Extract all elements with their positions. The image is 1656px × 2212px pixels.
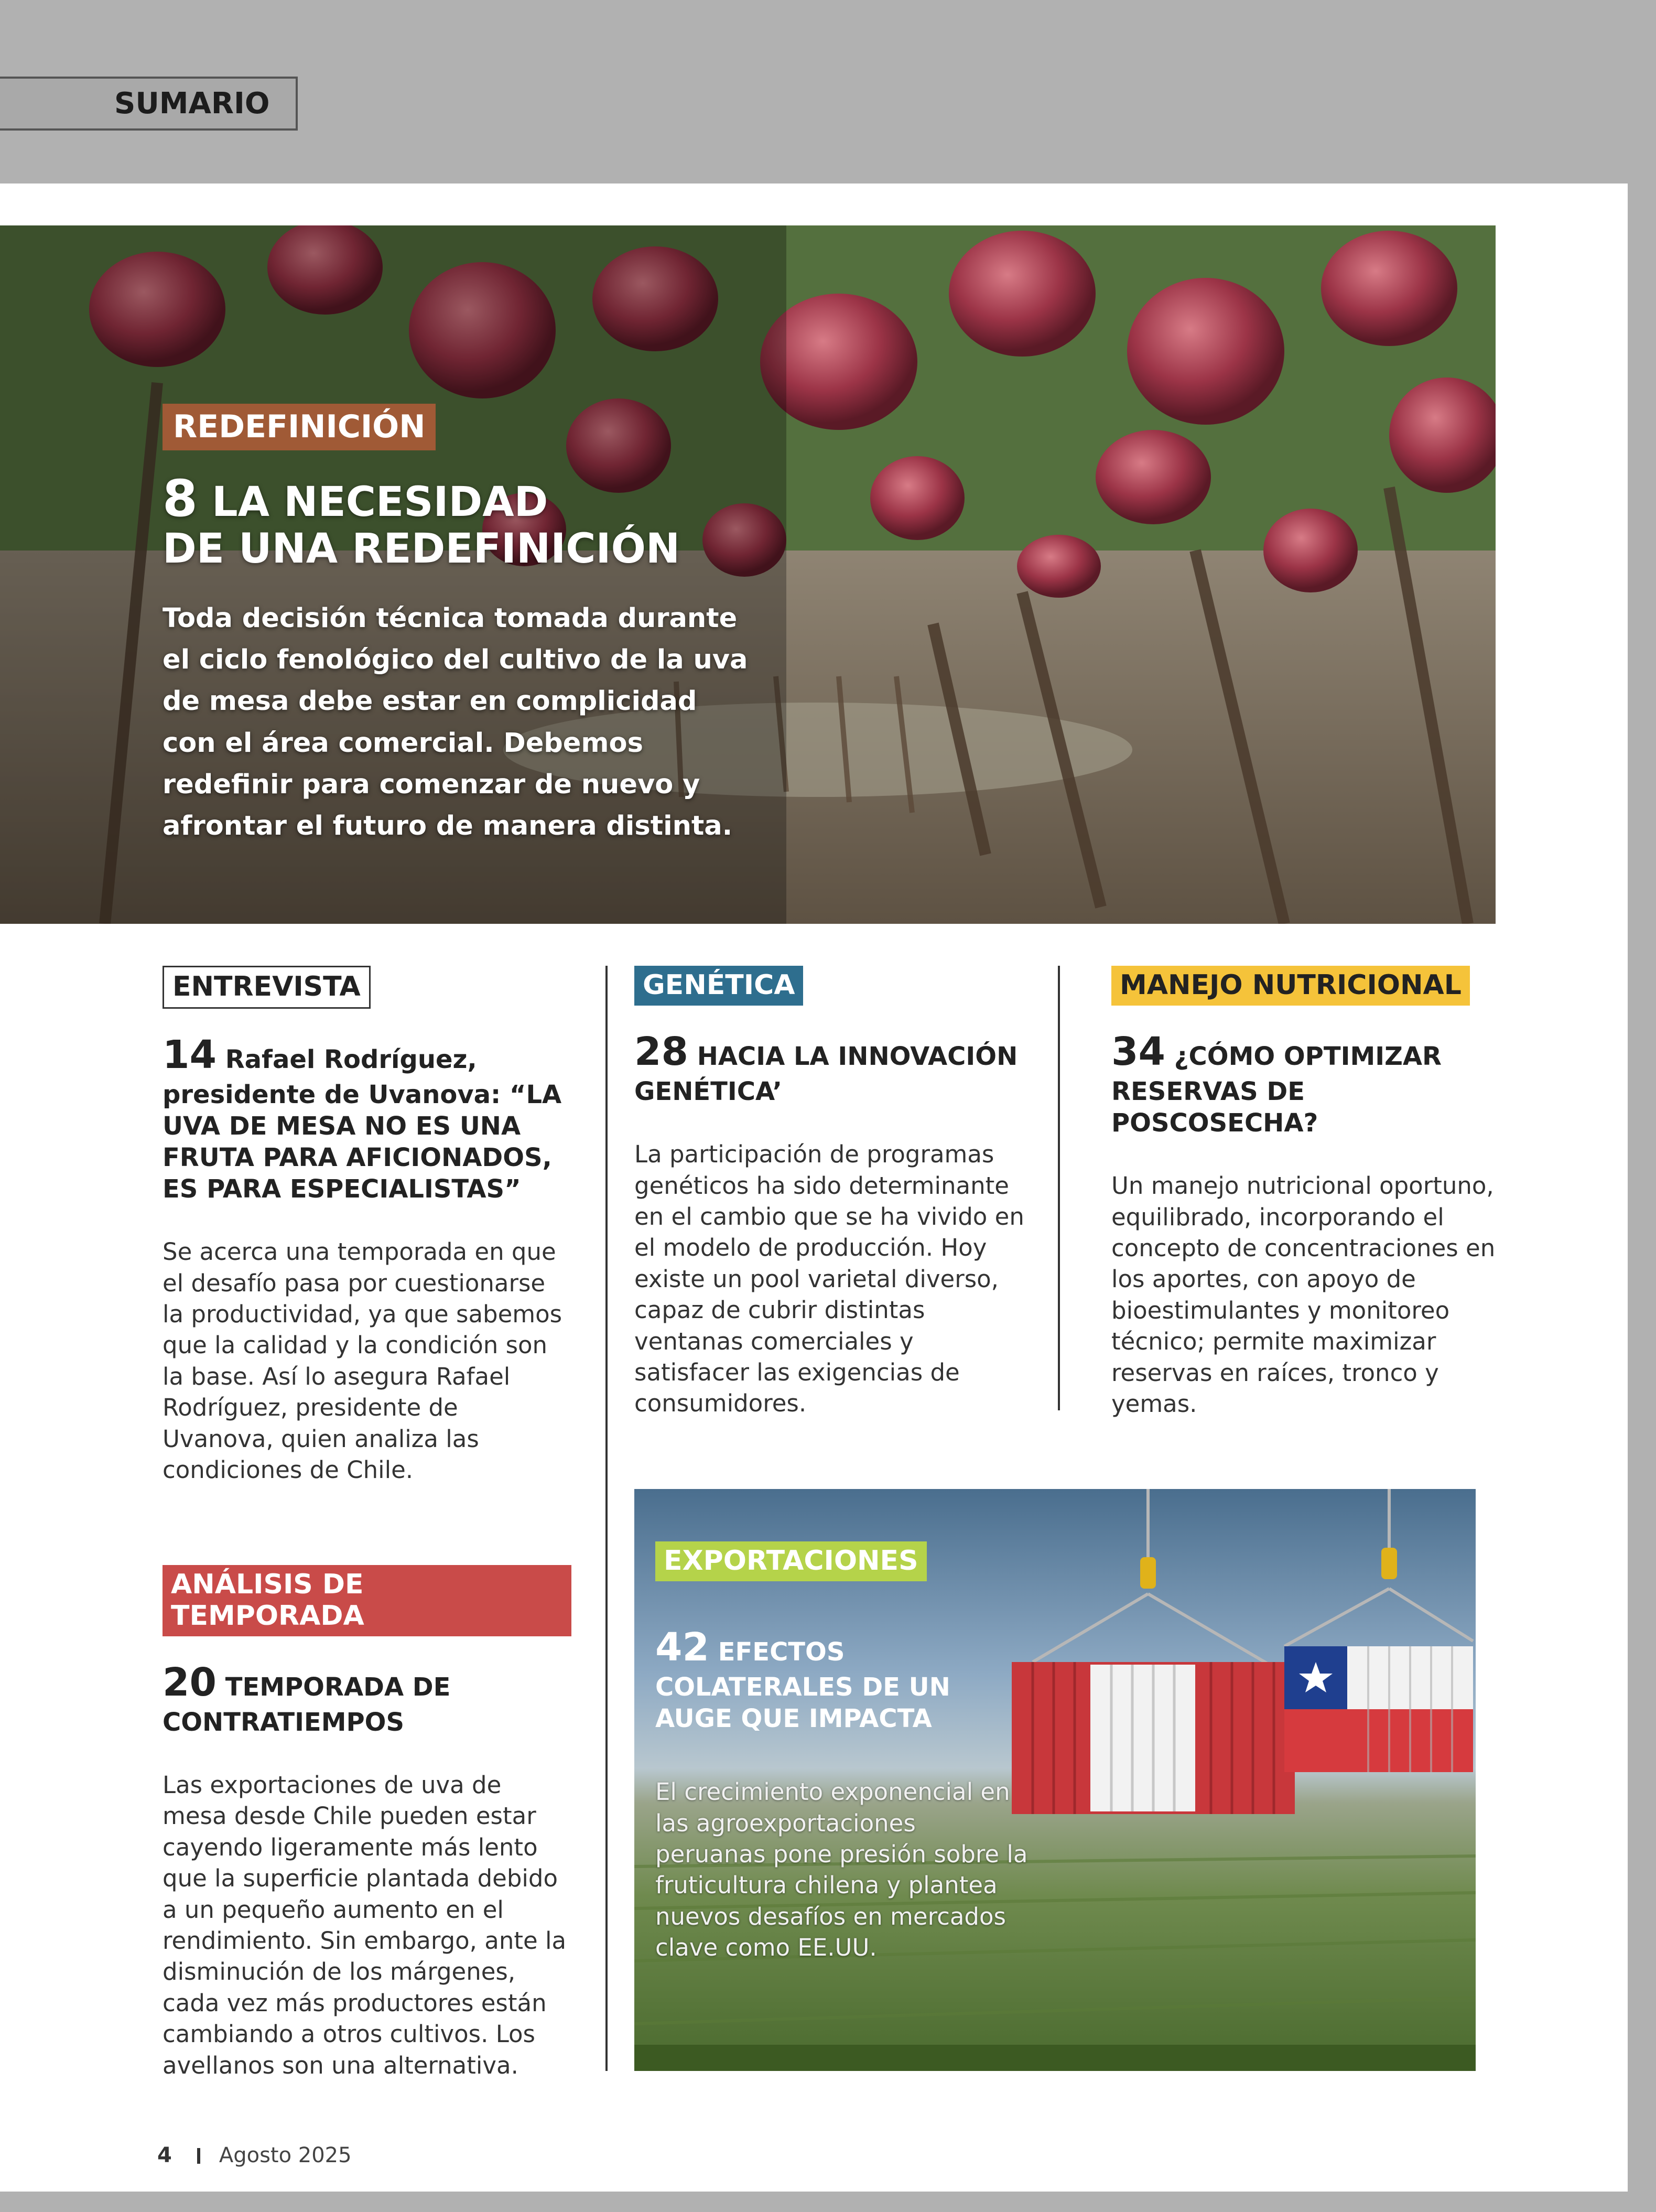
- manejo-tag: MANEJO NUTRICIONAL: [1111, 966, 1470, 1006]
- manejo-title[interactable]: [1111, 1028, 1520, 1139]
- analisis-tag: ANÁLISIS DE TEMPORADA: [163, 1565, 571, 1636]
- article-manejo[interactable]: [1111, 966, 1520, 1419]
- footer-separator: [197, 2148, 200, 2164]
- entrevista-page-number: 14: [163, 1032, 217, 1077]
- column-divider-left: [605, 966, 608, 2071]
- exportaciones-tag: EXPORTACIONES: [655, 1541, 927, 1581]
- section-label: SUMARIO: [0, 77, 298, 131]
- entrevista-title-text: Rafael Rodríguez, presidente de Uvanova: “LA UVA DE MESA NO ES UNA FRUTA PARA AFICIONADOS, ES PARA ESPECIALISTAS”: [163, 1044, 562, 1204]
- exportaciones-page-number: 42: [655, 1624, 709, 1670]
- column-divider-right: [1058, 966, 1060, 1410]
- analisis-title-text: TEMPORADA DE CONTRATIEMPOS: [163, 1672, 451, 1738]
- exportaciones-title[interactable]: [655, 1623, 1033, 1735]
- manejo-page-number: 34: [1111, 1029, 1165, 1074]
- genetica-tag: GENÉTICA: [634, 966, 803, 1006]
- manejo-title-text: ¿CÓMO OPTIMIZAR RESERVAS DE POSCOSECHA?: [1111, 1041, 1442, 1138]
- hero-section-tag: REDEFINICIÓN: [163, 404, 436, 450]
- exportaciones-summary: El crecimiento exponencial en las agroexportaciones peruanas pone presión sobre la fruticultura chilena y plantea nuevos desafíos en mercados clave como EE.UU.: [655, 1778, 1028, 1962]
- article-entrevista[interactable]: [163, 966, 571, 1485]
- exportaciones-image[interactable]: [634, 1489, 1476, 2071]
- genetica-summary: La participación de programas genéticos ha sido determinante en el cambio que se ha vivido en el modelo de producción. Hoy existe un pool varietal diverso, capaz de cubrir distintas ventanas comerciales y satisfacer las exigencias de consumidores.: [634, 1140, 1024, 1418]
- article-analisis[interactable]: [163, 1565, 571, 2081]
- footer-date: Agosto 2025: [219, 2143, 352, 2167]
- analisis-summary: Las exportaciones de uva de mesa desde Chile pueden estar cayendo ligeramente más lento que la superficie plantada debido a un pequeño aumento en el rendimiento. Sin embargo, ante la disminución de los márgenes, cada vez más productores están cambiando a otros cultivos. Los avellanos son una alternativa.: [163, 1771, 567, 2079]
- hero-article-summary: Toda decisión técnica tomada durante el ciclo fenológico del cultivo de la uva de mesa debe estar en complicidad con el área comercial. Debemos redefinir para comenzar de nuevo y afrontar el futuro de manera distinta.: [163, 603, 748, 841]
- entrevista-tag: ENTREVISTA: [163, 966, 371, 1009]
- genetica-page-number: 28: [634, 1029, 688, 1074]
- analisis-page-number: 20: [163, 1659, 217, 1705]
- entrevista-title[interactable]: [163, 1031, 571, 1205]
- hero-page-number: 8: [163, 469, 198, 528]
- crane-hook-icon: [1140, 1548, 1397, 1589]
- genetica-title-text: HACIA LA INNOVACIÓN GENÉTICA’: [634, 1041, 1018, 1107]
- analisis-title[interactable]: [163, 1658, 571, 1739]
- entrevista-summary: Se acerca una temporada en que el desafío pasa por cuestionarse la productividad, ya que sabemos que la calidad y la condición son la base. Así lo asegura Rafael Rodríguez, presidente de Uvanova, quien analiza las condiciones de Chile.: [163, 1238, 562, 1484]
- hero-vineyard-image: [0, 225, 1496, 924]
- article-genetica[interactable]: [634, 966, 1033, 1419]
- exportaciones-title-text: EFECTOS COLATERALES DE UN AUGE QUE IMPACTA: [655, 1637, 950, 1734]
- hero-title-line1: LA NECESIDAD: [211, 479, 548, 526]
- manejo-summary: Un manejo nutricional oportuno, equilibrado, incorporando el concepto de concentraciones en los aportes, con apoyo de bioestimulantes y monitoreo técnico; permite maximizar reservas en raíces, tronco y yemas.: [1111, 1172, 1496, 1418]
- hero-article-title[interactable]: [163, 471, 750, 571]
- genetica-title[interactable]: [634, 1028, 1033, 1108]
- hero-title-line2: DE UNA REDEFINICIÓN: [163, 525, 680, 573]
- page-footer: [157, 2143, 352, 2167]
- footer-page-number: 4: [157, 2143, 172, 2167]
